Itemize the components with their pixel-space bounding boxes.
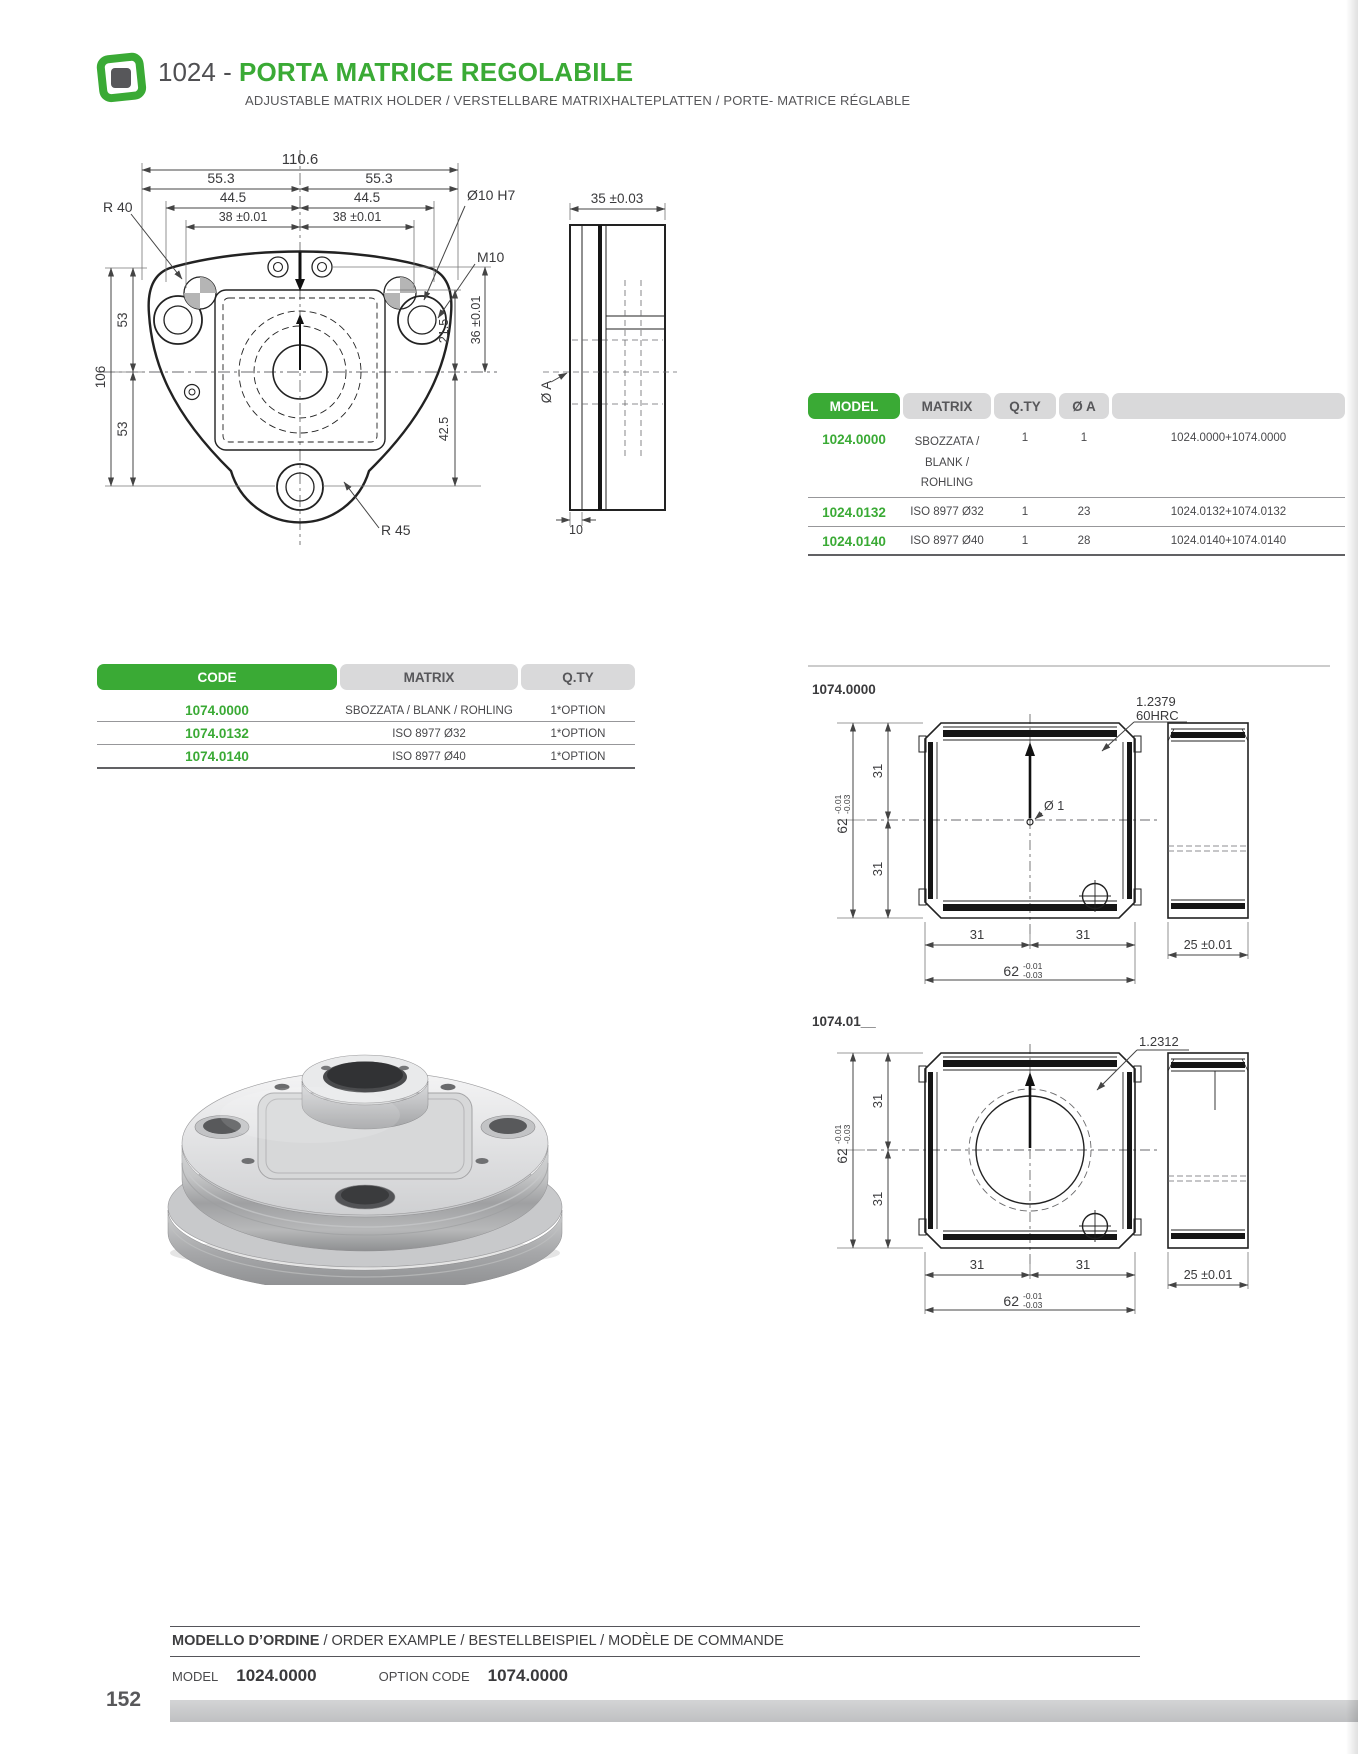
model-table-header-combo xyxy=(1112,393,1345,419)
dim-31-left: 31 xyxy=(969,1257,985,1272)
iso-side-view xyxy=(1168,1053,1248,1248)
dim-62h-tol-upper: -0.01 xyxy=(1023,961,1043,971)
model-table-header-dia: Ø A xyxy=(1059,393,1109,419)
model-cell-matrix: ISO 8977 Ø32 xyxy=(910,506,984,519)
code-cell-qty: 1*OPTION xyxy=(550,727,606,740)
dim-total-width: 110.6 xyxy=(281,151,319,168)
code-table-row xyxy=(97,699,635,722)
order-heading-bold: MODELLO D’ORDINE xyxy=(172,1633,320,1649)
order-option-value: 1074.0000 xyxy=(487,1666,568,1685)
code-cell-qty: 1*OPTION xyxy=(550,750,606,763)
dim-62-tol-lower: -0.03 xyxy=(842,1124,852,1144)
dim-62-horizontal: 62 xyxy=(1003,963,1019,979)
model-cell-combo: 1024.0140+1074.0140 xyxy=(1170,535,1287,548)
dim-62-tol-upper: -0.01 xyxy=(833,794,843,814)
model-cell-dia: 23 xyxy=(1077,506,1091,519)
dim-53-top: 53 xyxy=(115,312,130,328)
code-cell-qty: 1*OPTION xyxy=(550,704,606,717)
product-name: PORTA MATRICE REGOLABILE xyxy=(238,57,634,87)
dim-side-width: 35 ±0.03 xyxy=(590,191,644,206)
model-table-header-matrix: MATRIX xyxy=(903,393,991,419)
direction-arrow xyxy=(1025,742,1035,818)
model-table-row xyxy=(808,498,1345,527)
model-cell-code: 1024.0140 xyxy=(822,533,886,549)
dim-62h-tol-upper: -0.01 xyxy=(1023,1291,1043,1301)
hole-dia-label: Ø 1 xyxy=(1044,799,1065,813)
dim-31-bottom: 31 xyxy=(870,861,885,877)
model-cell-matrix: ISO 8977 Ø40 xyxy=(910,534,984,547)
dim-42-5: 42.5 xyxy=(437,416,451,442)
page-title xyxy=(158,57,633,88)
dim-62-vertical xyxy=(833,794,852,833)
model-cell-combo: 1024.0000+1074.0000 xyxy=(1170,432,1287,444)
dim-r40: R 40 xyxy=(103,199,133,215)
code-table-header-qty: Q.TY xyxy=(521,664,635,690)
dim-31-top: 31 xyxy=(870,763,885,779)
order-example-heading xyxy=(170,1626,1140,1657)
code-cell-matrix: ISO 8977 Ø32 xyxy=(392,727,466,740)
brand-logo-icon xyxy=(95,52,147,104)
code-table-header xyxy=(97,664,635,690)
code-cell-matrix: ISO 8977 Ø40 xyxy=(392,750,466,763)
dim-half-right: 55.3 xyxy=(365,170,393,186)
dim-dia-a: Ø A xyxy=(539,380,554,404)
dim-r45: R 45 xyxy=(381,522,411,538)
dim-44-left: 44.5 xyxy=(219,190,247,205)
centerlines xyxy=(867,1044,1161,1266)
dim-31-right: 31 xyxy=(1075,927,1091,942)
model-cell-code: 1024.0000 xyxy=(822,432,886,447)
dim-62-value: 62 xyxy=(834,818,850,834)
dim-31-left: 31 xyxy=(969,927,985,942)
code-table-row xyxy=(97,722,635,745)
dim-44-right: 44.5 xyxy=(353,190,381,205)
dim-106: 106 xyxy=(93,365,108,389)
dim-25: 25 ±0.01 xyxy=(1183,938,1233,952)
model-cell-matrix: SBOZZATA / BLANK / ROHLING xyxy=(914,436,980,490)
dim-38-right: 38 ±0.01 xyxy=(332,210,382,224)
order-option-label: OPTION CODE xyxy=(378,1669,470,1684)
model-cell-combo: 1024.0132+1074.0132 xyxy=(1170,506,1287,519)
footer-bar xyxy=(170,1700,1358,1722)
order-model-value: 1024.0000 xyxy=(236,1666,317,1685)
dim-21-5: 21.5 xyxy=(437,318,451,344)
model-table-header-qty: Q.TY xyxy=(994,393,1056,419)
matrix-holder-photo xyxy=(168,1055,562,1285)
dim-38-left: 38 ±0.01 xyxy=(218,210,268,224)
dim-62-value: 62 xyxy=(834,1148,850,1164)
hardness-callout: 60HRC xyxy=(1136,708,1179,723)
insert-label: 1074.0000 xyxy=(812,682,876,697)
code-table-header-code: CODE xyxy=(97,664,337,690)
code-cell-matrix: SBOZZATA / BLANK / ROHLING xyxy=(345,704,513,717)
dim-36: 36 ±0.01 xyxy=(469,295,483,345)
code-cell-code: 1074.0000 xyxy=(185,703,249,718)
model-table-row xyxy=(808,527,1345,557)
page-number: 152 xyxy=(106,1688,142,1711)
model-table-header xyxy=(808,393,1345,419)
page-edge-shading xyxy=(1346,0,1358,1754)
dim-62-vertical xyxy=(833,1124,852,1163)
order-example xyxy=(170,1626,1140,1686)
material-callout: 1.2379 xyxy=(1136,694,1176,709)
model-cell-dia: 1 xyxy=(1080,432,1088,444)
insert-drawing-blank xyxy=(715,650,1345,1000)
dim-62h-tol-lower: -0.03 xyxy=(1023,1300,1043,1310)
blank-side-view xyxy=(1168,723,1248,918)
dim-53-bottom: 53 xyxy=(115,421,130,437)
model-table-header-model: MODEL xyxy=(808,393,900,419)
dim-31-right: 31 xyxy=(1075,1257,1091,1272)
dim-m10: M10 xyxy=(477,249,505,265)
product-photo xyxy=(130,965,600,1285)
code-cell-code: 1074.0140 xyxy=(185,749,249,764)
dim-side-10: 10 xyxy=(569,523,583,537)
dim-31-bottom: 31 xyxy=(870,1191,885,1207)
page-subtitle: ADJUSTABLE MATRIX HOLDER / VERSTELLBARE MATRIXHALTEPLATTEN / PORTE- MATRICE RÉGLABLE xyxy=(245,93,911,108)
direction-arrow xyxy=(1025,1072,1035,1148)
product-code: 1024 - xyxy=(158,57,239,87)
dim-62-tol-lower: -0.03 xyxy=(842,794,852,814)
code-cell-code: 1074.0132 xyxy=(185,726,249,741)
model-cell-qty: 1 xyxy=(1021,506,1029,519)
dim-62h-tol-lower: -0.03 xyxy=(1023,970,1043,980)
main-technical-drawing xyxy=(85,130,705,575)
centerlines xyxy=(867,714,1161,936)
code-table xyxy=(97,664,635,769)
dim-dia10: Ø10 H7 xyxy=(467,187,516,203)
plate-side-view xyxy=(543,225,677,510)
order-model-label: MODEL xyxy=(172,1669,219,1684)
dim-31-top: 31 xyxy=(870,1093,885,1109)
model-table-row xyxy=(808,428,1345,498)
dim-62-horizontal: 62 xyxy=(1003,1293,1019,1309)
model-cell-qty: 1 xyxy=(1021,432,1029,444)
insert-label: 1074.01__ xyxy=(812,1014,876,1029)
model-table xyxy=(808,393,1345,556)
dim-25: 25 ±0.01 xyxy=(1183,1268,1233,1282)
model-cell-dia: 28 xyxy=(1077,535,1091,548)
model-cell-code: 1024.0132 xyxy=(822,504,886,520)
material-callout: 1.2312 xyxy=(1139,1034,1179,1049)
model-cell-qty: 1 xyxy=(1021,535,1029,548)
dim-62-tol-upper: -0.01 xyxy=(833,1124,843,1144)
dim-half-left: 55.3 xyxy=(207,170,235,186)
order-heading-rest: / ORDER EXAMPLE / BESTELLBEISPIEL / MODÈLE DE COMMANDE xyxy=(319,1633,784,1649)
code-table-header-matrix: MATRIX xyxy=(340,664,518,690)
order-example-row xyxy=(170,1657,1140,1686)
insert-drawing-iso xyxy=(715,1010,1345,1345)
code-table-row xyxy=(97,745,635,769)
